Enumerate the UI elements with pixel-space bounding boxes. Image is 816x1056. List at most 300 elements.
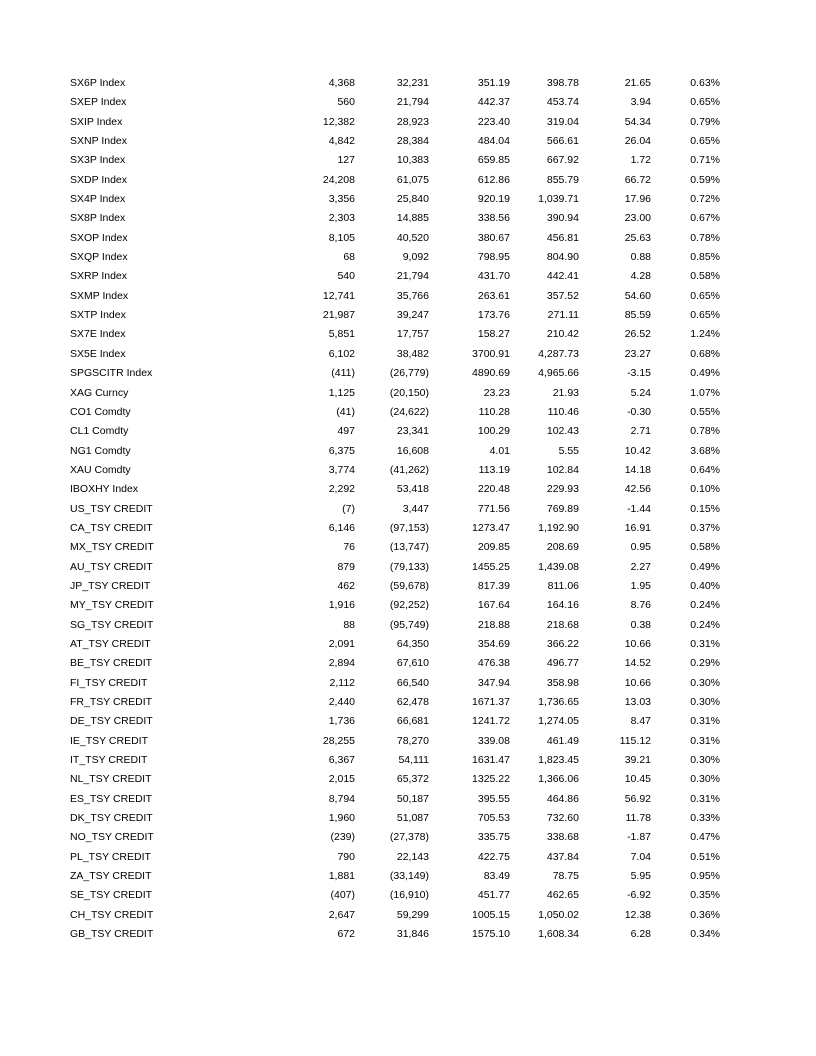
row-label: ES_TSY CREDIT xyxy=(70,792,153,805)
row-label: MY_TSY CREDIT xyxy=(70,599,154,612)
value-4: 1,439.08 xyxy=(538,560,579,573)
value-4: 461.49 xyxy=(546,734,579,747)
value-4: 21.93 xyxy=(552,386,579,399)
value-4: 102.84 xyxy=(546,463,579,476)
value-5: 2.27 xyxy=(630,560,651,573)
value-3: 1671.37 xyxy=(472,696,510,708)
value-4: 1,050.02 xyxy=(538,908,579,921)
value-2: (59,678) xyxy=(389,579,429,592)
table-row xyxy=(0,461,816,480)
value-percent: 0.78% xyxy=(690,425,720,438)
value-1: (411) xyxy=(331,367,355,380)
value-1: 88 xyxy=(343,618,355,631)
table-row xyxy=(0,403,816,422)
value-2: 28,923 xyxy=(396,115,429,128)
value-4: 462.65 xyxy=(546,889,579,902)
value-percent: 0.59% xyxy=(690,173,720,186)
value-percent: 0.37% xyxy=(690,521,720,534)
value-2: 21,794 xyxy=(396,96,429,109)
value-3: 798.95 xyxy=(477,251,510,264)
value-4: 390.94 xyxy=(546,212,579,225)
value-percent: 0.49% xyxy=(690,560,720,573)
row-label: SXTP Index xyxy=(70,309,126,322)
value-5: 14.52 xyxy=(624,657,651,670)
row-label: BE_TSY CREDIT xyxy=(70,657,153,670)
value-3: 422.75 xyxy=(477,850,510,863)
value-3: 263.61 xyxy=(477,289,510,302)
value-2: 25,840 xyxy=(396,193,429,206)
value-4: 437.84 xyxy=(546,850,579,863)
value-3: 339.08 xyxy=(477,734,510,747)
value-5: 66.72 xyxy=(624,173,651,186)
row-label: NO_TSY CREDIT xyxy=(70,831,154,844)
table-row xyxy=(0,151,816,170)
row-label: IE_TSY CREDIT xyxy=(70,734,148,747)
value-5: 7.04 xyxy=(630,850,651,863)
value-3: 351.19 xyxy=(477,77,510,89)
value-2: 65,372 xyxy=(396,773,429,786)
row-label: SXEP Index xyxy=(70,96,127,109)
value-percent: 0.15% xyxy=(690,502,720,515)
value-5: -0.30 xyxy=(627,405,651,418)
value-4: 358.98 xyxy=(546,676,579,689)
value-4: 566.61 xyxy=(546,135,579,148)
value-4: 229.93 xyxy=(546,483,579,496)
table-row xyxy=(0,596,816,615)
table-row xyxy=(0,809,816,828)
value-1: 2,091 xyxy=(328,637,355,650)
value-3: 335.75 xyxy=(477,831,510,844)
value-5: 5.95 xyxy=(630,870,651,883)
row-label: SXNP Index xyxy=(70,135,128,148)
value-5: 25.63 xyxy=(624,231,651,244)
table-row xyxy=(0,790,816,809)
value-percent: 0.30% xyxy=(690,773,720,786)
value-3: 23.23 xyxy=(483,386,510,399)
value-4: 1,192.90 xyxy=(538,521,579,534)
row-label: JP_TSY CREDIT xyxy=(70,579,151,592)
value-2: (79,133) xyxy=(389,560,429,573)
table-row xyxy=(0,751,816,770)
table-row xyxy=(0,384,816,403)
value-percent: 0.31% xyxy=(690,715,720,728)
value-1: 1,736 xyxy=(328,715,355,728)
value-3: 612.86 xyxy=(477,173,510,186)
value-5: 26.04 xyxy=(624,135,651,148)
row-label: AT_TSY CREDIT xyxy=(70,637,151,650)
value-4: 464.86 xyxy=(546,792,579,805)
value-4: 732.60 xyxy=(546,812,579,825)
value-5: 10.42 xyxy=(624,444,651,457)
value-percent: 0.34% xyxy=(690,928,720,941)
value-1: 1,960 xyxy=(328,812,355,825)
value-percent: 1.07% xyxy=(690,386,720,399)
table-row xyxy=(0,886,816,905)
value-4: 357.52 xyxy=(546,289,579,302)
table-row xyxy=(0,325,816,344)
value-1: (7) xyxy=(342,502,355,515)
row-label: AU_TSY CREDIT xyxy=(70,560,153,573)
value-5: 23.00 xyxy=(624,212,651,225)
table-row xyxy=(0,732,816,751)
value-3: 4.01 xyxy=(489,444,510,457)
value-3: 920.19 xyxy=(477,193,510,206)
row-label: SX4P Index xyxy=(70,193,126,206)
value-3: 476.38 xyxy=(477,657,510,670)
value-4: 102.43 xyxy=(546,425,579,438)
value-1: (407) xyxy=(330,889,355,902)
table-row xyxy=(0,519,816,538)
row-label: SE_TSY CREDIT xyxy=(70,889,153,902)
value-5: -6.92 xyxy=(627,889,651,902)
value-3: 659.85 xyxy=(477,154,510,167)
value-percent: 0.71% xyxy=(690,154,720,167)
value-4: 210.42 xyxy=(546,328,579,341)
table-row xyxy=(0,248,816,267)
table-row xyxy=(0,635,816,654)
table-row xyxy=(0,712,816,731)
row-label: ZA_TSY CREDIT xyxy=(70,870,152,883)
value-4: 1,274.05 xyxy=(538,715,579,728)
value-4: 456.81 xyxy=(546,231,579,244)
value-1: (239) xyxy=(330,831,355,844)
value-5: 39.21 xyxy=(624,754,651,767)
value-percent: 0.51% xyxy=(690,850,720,863)
value-percent: 0.24% xyxy=(690,599,720,612)
value-1: 879 xyxy=(337,560,355,573)
value-5: 6.28 xyxy=(630,928,651,941)
value-4: 1,366.06 xyxy=(538,773,579,786)
value-4: 453.74 xyxy=(546,96,579,109)
value-4: 496.77 xyxy=(546,657,579,670)
value-2: (20,150) xyxy=(389,386,429,399)
row-label: CA_TSY CREDIT xyxy=(70,521,153,534)
value-1: 76 xyxy=(343,541,355,554)
value-4: 319.04 xyxy=(546,115,579,128)
value-5: -3.15 xyxy=(627,367,651,380)
value-4: 811.06 xyxy=(547,579,579,592)
value-1: 8,105 xyxy=(328,231,355,244)
value-4: 218.68 xyxy=(546,618,579,631)
table-row xyxy=(0,828,816,847)
value-1: 2,112 xyxy=(329,676,355,689)
value-percent: 0.63% xyxy=(690,77,720,89)
value-2: 35,766 xyxy=(396,289,429,302)
value-percent: 0.49% xyxy=(690,367,720,380)
row-label: NL_TSY CREDIT xyxy=(70,773,152,786)
table-row xyxy=(0,558,816,577)
value-2: (24,622) xyxy=(389,405,429,418)
table-row xyxy=(0,442,816,461)
value-percent: 0.33% xyxy=(690,812,720,825)
value-1: 2,015 xyxy=(328,773,355,786)
value-5: 4.28 xyxy=(630,270,651,283)
table-row xyxy=(0,267,816,286)
value-percent: 0.55% xyxy=(690,405,720,418)
value-percent: 0.35% xyxy=(690,889,720,902)
value-2: 22,143 xyxy=(396,850,429,863)
value-4: 78.75 xyxy=(552,870,579,883)
row-label: CL1 Comdty xyxy=(70,425,129,438)
value-4: 5.55 xyxy=(558,444,579,457)
value-2: 66,540 xyxy=(396,676,429,689)
row-label: SPGSCITR Index xyxy=(70,367,153,380)
table-row xyxy=(0,848,816,867)
value-3: 1273.47 xyxy=(472,521,510,534)
table-row xyxy=(0,345,816,364)
row-label: SXOP Index xyxy=(70,231,128,244)
value-3: 209.85 xyxy=(477,541,510,554)
value-3: 173.76 xyxy=(477,309,510,322)
row-label: DE_TSY CREDIT xyxy=(70,715,153,728)
value-3: 1325.22 xyxy=(472,773,510,786)
value-1: 12,741 xyxy=(322,289,355,302)
value-1: 24,208 xyxy=(322,173,355,186)
value-2: 28,384 xyxy=(396,135,429,148)
value-percent: 0.72% xyxy=(690,193,720,206)
value-4: 271.11 xyxy=(547,309,579,322)
value-2: 14,885 xyxy=(396,212,429,225)
value-3: 218.88 xyxy=(477,618,510,631)
value-3: 354.69 xyxy=(477,637,510,650)
table-row xyxy=(0,867,816,886)
table-row xyxy=(0,500,816,519)
row-label: GB_TSY CREDIT xyxy=(70,928,154,941)
value-3: 817.39 xyxy=(477,579,510,592)
table-row xyxy=(0,113,816,132)
row-label: IBOXHY Index xyxy=(70,483,139,496)
value-5: 54.60 xyxy=(624,289,651,302)
table-row xyxy=(0,422,816,441)
value-5: 1.95 xyxy=(630,579,651,592)
value-1: 1,881 xyxy=(328,870,355,883)
value-3: 1631.47 xyxy=(472,754,510,767)
value-4: 164.16 xyxy=(546,599,579,612)
value-1: 790 xyxy=(337,850,355,863)
value-percent: 0.40% xyxy=(690,579,720,592)
value-5: 12.38 xyxy=(624,908,651,921)
value-3: 380.67 xyxy=(477,231,510,244)
value-5: 42.56 xyxy=(624,483,651,496)
table-row xyxy=(0,577,816,596)
value-2: 9,092 xyxy=(402,251,429,264)
value-2: 31,846 xyxy=(396,928,429,941)
value-percent: 0.65% xyxy=(690,96,720,109)
value-2: 51,087 xyxy=(396,812,429,825)
value-2: 59,299 xyxy=(396,908,429,921)
value-percent: 0.31% xyxy=(690,792,720,805)
row-label: CH_TSY CREDIT xyxy=(70,908,154,921)
value-3: 110.28 xyxy=(478,405,510,418)
row-label: US_TSY CREDIT xyxy=(70,502,153,515)
value-5: 17.96 xyxy=(624,193,651,206)
value-percent: 0.10% xyxy=(690,483,720,496)
table-row xyxy=(0,674,816,693)
data-table xyxy=(0,74,816,944)
value-percent: 0.95% xyxy=(690,870,720,883)
value-3: 223.40 xyxy=(477,115,510,128)
value-1: 2,292 xyxy=(328,483,355,496)
value-2: (33,149) xyxy=(389,870,429,883)
value-1: 4,368 xyxy=(328,77,355,89)
value-5: 85.59 xyxy=(624,309,651,322)
value-5: 8.76 xyxy=(630,599,651,612)
table-row xyxy=(0,925,816,944)
value-2: (26,779) xyxy=(389,367,429,380)
value-3: 3700.91 xyxy=(472,347,510,360)
table-row xyxy=(0,209,816,228)
table-row xyxy=(0,480,816,499)
table-row xyxy=(0,616,816,635)
value-3: 1241.72 xyxy=(472,715,510,728)
value-5: 2.71 xyxy=(630,425,651,438)
value-3: 431.70 xyxy=(477,270,510,283)
value-5: 3.94 xyxy=(630,96,651,109)
value-5: 16.91 xyxy=(624,521,651,534)
value-5: 23.27 xyxy=(624,347,651,360)
value-1: 462 xyxy=(337,579,355,592)
value-5: 10.66 xyxy=(624,676,651,689)
value-1: 28,255 xyxy=(322,734,355,747)
value-1: 5,851 xyxy=(328,328,355,341)
value-2: 32,231 xyxy=(396,77,429,89)
value-1: (41) xyxy=(336,405,355,418)
value-percent: 0.30% xyxy=(690,676,720,689)
value-1: 127 xyxy=(337,154,355,167)
value-1: 540 xyxy=(337,270,355,283)
table-row xyxy=(0,287,816,306)
row-label: SXQP Index xyxy=(70,251,128,264)
value-4: 4,965.66 xyxy=(538,367,579,380)
value-3: 220.48 xyxy=(477,483,510,496)
value-4: 1,608.34 xyxy=(538,928,579,941)
value-5: 13.03 xyxy=(624,696,651,708)
row-label: XAU Comdty xyxy=(70,463,131,476)
value-percent: 0.67% xyxy=(690,212,720,225)
table-row xyxy=(0,538,816,557)
value-percent: 0.29% xyxy=(690,657,720,670)
value-1: 6,367 xyxy=(328,754,355,767)
table-row xyxy=(0,906,816,925)
row-label: DK_TSY CREDIT xyxy=(70,812,153,825)
value-3: 705.53 xyxy=(477,812,510,825)
value-3: 113.19 xyxy=(478,463,510,476)
row-label: SX8P Index xyxy=(70,212,126,225)
value-3: 442.37 xyxy=(477,96,510,109)
value-4: 855.79 xyxy=(546,173,579,186)
value-2: 10,383 xyxy=(396,154,429,167)
value-2: 39,247 xyxy=(396,309,429,322)
value-percent: 0.31% xyxy=(690,637,720,650)
table-row xyxy=(0,171,816,190)
table-row xyxy=(0,693,816,712)
value-4: 338.68 xyxy=(546,831,579,844)
value-1: 12,382 xyxy=(322,115,355,128)
value-3: 1575.10 xyxy=(472,928,510,941)
row-label: SX5E Index xyxy=(70,347,126,360)
value-2: 64,350 xyxy=(396,637,429,650)
value-2: 21,794 xyxy=(396,270,429,283)
value-5: 0.95 xyxy=(630,541,651,554)
value-3: 347.94 xyxy=(477,676,510,689)
row-label: XAG Curncy xyxy=(70,386,129,399)
row-label: SX6P Index xyxy=(70,77,126,89)
value-2: (13,747) xyxy=(389,541,429,554)
value-5: 0.38 xyxy=(630,618,651,631)
value-2: 78,270 xyxy=(396,734,429,747)
value-4: 1,823.45 xyxy=(538,754,579,767)
value-2: (97,153) xyxy=(389,521,429,534)
value-percent: 0.31% xyxy=(690,734,720,747)
value-percent: 0.64% xyxy=(690,463,720,476)
value-2: 62,478 xyxy=(396,696,429,708)
value-2: (41,262) xyxy=(389,463,429,476)
table-row xyxy=(0,306,816,325)
value-2: 61,075 xyxy=(396,173,429,186)
value-5: -1.44 xyxy=(627,502,651,515)
value-4: 4,287.73 xyxy=(538,347,579,360)
value-percent: 3.68% xyxy=(690,444,720,457)
value-5: 8.47 xyxy=(630,715,651,728)
row-label: MX_TSY CREDIT xyxy=(70,541,154,554)
value-1: 2,303 xyxy=(328,212,355,225)
table-row xyxy=(0,770,816,789)
value-2: (27,378) xyxy=(389,831,429,844)
value-2: (92,252) xyxy=(389,599,429,612)
value-1: 2,647 xyxy=(328,908,355,921)
value-3: 1005.15 xyxy=(472,908,510,921)
value-3: 100.29 xyxy=(477,425,510,438)
value-percent: 0.85% xyxy=(690,251,720,264)
value-5: 115.12 xyxy=(619,734,651,747)
value-1: 1,916 xyxy=(328,599,355,612)
value-2: 16,608 xyxy=(396,444,429,457)
table-row xyxy=(0,364,816,383)
value-4: 398.78 xyxy=(546,77,579,89)
value-1: 1,125 xyxy=(328,386,355,399)
value-2: 3,447 xyxy=(402,502,429,515)
value-3: 83.49 xyxy=(483,870,510,883)
value-3: 771.56 xyxy=(477,502,510,515)
value-1: 672 xyxy=(337,928,355,941)
value-4: 1,039.71 xyxy=(538,193,579,206)
value-1: 497 xyxy=(337,425,355,438)
row-label: FI_TSY CREDIT xyxy=(70,676,148,689)
value-1: 2,440 xyxy=(328,696,355,708)
value-1: 3,356 xyxy=(328,193,355,206)
value-1: 6,146 xyxy=(328,521,355,534)
value-2: 50,187 xyxy=(396,792,429,805)
value-3: 1455.25 xyxy=(472,560,510,573)
value-5: 56.92 xyxy=(624,792,651,805)
value-1: 6,102 xyxy=(328,347,355,360)
value-3: 484.04 xyxy=(477,135,510,148)
value-5: 11.78 xyxy=(625,812,651,825)
value-1: 21,987 xyxy=(322,309,355,322)
value-percent: 0.65% xyxy=(690,309,720,322)
value-2: 38,482 xyxy=(396,347,429,360)
value-5: 14.18 xyxy=(624,463,651,476)
value-2: (16,910) xyxy=(389,889,429,902)
row-label: SX7E Index xyxy=(70,328,126,341)
value-4: 208.69 xyxy=(546,541,579,554)
value-2: 23,341 xyxy=(396,425,429,438)
value-5: 0.88 xyxy=(630,251,651,264)
value-2: (95,749) xyxy=(389,618,429,631)
value-1: 68 xyxy=(343,251,355,264)
value-percent: 0.68% xyxy=(690,347,720,360)
table-row xyxy=(0,74,816,93)
